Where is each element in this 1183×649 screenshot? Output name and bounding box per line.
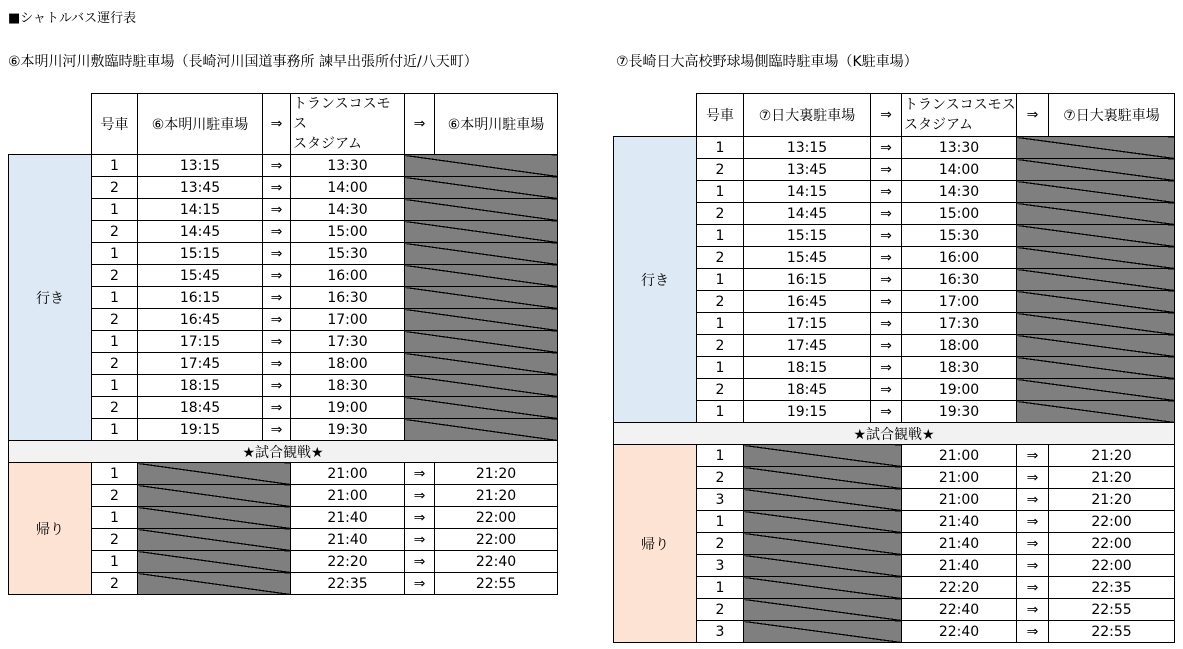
departure-time: 21:00 — [902, 445, 1017, 467]
arrow: ⇒ — [871, 225, 902, 247]
right-table-caption: ⑦長崎日大高校野球場側臨時駐車場（K駐車場） — [616, 54, 918, 70]
header-arrow: ⇒ — [405, 94, 435, 155]
departure-time: 13:15 — [138, 155, 263, 177]
arrow: ⇒ — [405, 551, 435, 573]
header-arrow: ⇒ — [871, 94, 902, 137]
arrival-time: 16:30 — [291, 287, 405, 309]
arrow: ⇒ — [405, 463, 435, 485]
arrow: ⇒ — [405, 485, 435, 507]
departure-time: 19:15 — [744, 401, 871, 423]
bus-number: 2 — [697, 379, 744, 401]
not-applicable-cell — [1017, 357, 1175, 379]
arrival-time: 14:30 — [291, 199, 405, 221]
arrival-time: 21:20 — [435, 485, 558, 507]
arrival-time: 16:30 — [902, 269, 1017, 291]
arrow: ⇒ — [1017, 533, 1049, 555]
table-row — [9, 353, 558, 375]
departure-time: 22:35 — [291, 573, 405, 595]
table-row — [614, 181, 1175, 203]
arrival-time: 22:55 — [1049, 599, 1175, 621]
table-row — [614, 335, 1175, 357]
not-applicable-cell — [1017, 159, 1175, 181]
arrival-time: 22:55 — [1049, 621, 1175, 643]
match-row — [614, 423, 1175, 445]
table-row — [9, 419, 558, 441]
table-row — [9, 309, 558, 331]
bus-number: 1 — [92, 375, 138, 397]
not-applicable-cell — [1017, 379, 1175, 401]
direction-back-label: 帰り — [9, 463, 92, 595]
departure-time: 15:15 — [138, 243, 263, 265]
bus-number: 1 — [697, 269, 744, 291]
departure-time: 21:00 — [291, 485, 405, 507]
departure-time: 16:15 — [138, 287, 263, 309]
departure-time: 17:15 — [138, 331, 263, 353]
header-stadium — [902, 94, 1017, 137]
header-bus: 号車 — [697, 94, 744, 137]
not-applicable-cell — [405, 265, 558, 287]
departure-time: 15:45 — [138, 265, 263, 287]
bus-number: 2 — [697, 335, 744, 357]
not-applicable-cell — [1017, 313, 1175, 335]
arrival-time: 18:00 — [291, 353, 405, 375]
table-row — [614, 445, 1175, 467]
departure-time: 14:45 — [744, 203, 871, 225]
arrival-time: 15:30 — [291, 243, 405, 265]
arrow: ⇒ — [871, 269, 902, 291]
not-applicable-cell — [138, 485, 291, 507]
bus-number: 1 — [697, 577, 744, 599]
arrival-time: 17:00 — [291, 309, 405, 331]
departure-time: 15:45 — [744, 247, 871, 269]
arrow: ⇒ — [263, 397, 291, 419]
bus-number: 1 — [697, 137, 744, 159]
not-applicable-cell — [744, 555, 902, 577]
arrow: ⇒ — [263, 331, 291, 353]
departure-time: 21:40 — [291, 529, 405, 551]
bus-number: 1 — [92, 199, 138, 221]
table-row — [9, 221, 558, 243]
table-row — [614, 291, 1175, 313]
not-applicable-cell — [1017, 335, 1175, 357]
arrow: ⇒ — [871, 137, 902, 159]
arrow: ⇒ — [263, 265, 291, 287]
arrow: ⇒ — [871, 203, 902, 225]
departure-time: 21:00 — [291, 463, 405, 485]
arrival-time: 19:00 — [291, 397, 405, 419]
table-row — [614, 203, 1175, 225]
arrow: ⇒ — [263, 243, 291, 265]
arrival-time: 17:00 — [902, 291, 1017, 313]
bus-number: 2 — [697, 203, 744, 225]
bus-number: 1 — [697, 357, 744, 379]
not-applicable-cell — [405, 177, 558, 199]
table-row — [9, 199, 558, 221]
not-applicable-cell — [138, 463, 291, 485]
not-applicable-cell — [138, 551, 291, 573]
arrival-time: 13:30 — [291, 155, 405, 177]
arrival-time: 22:40 — [435, 551, 558, 573]
departure-time: 13:15 — [744, 137, 871, 159]
departure-time: 22:40 — [902, 599, 1017, 621]
not-applicable-cell — [744, 511, 902, 533]
arrow: ⇒ — [871, 291, 902, 313]
departure-time: 13:45 — [744, 159, 871, 181]
departure-time: 14:15 — [138, 199, 263, 221]
arrow: ⇒ — [871, 159, 902, 181]
arrival-time: 21:20 — [1049, 489, 1175, 511]
not-applicable-cell — [405, 287, 558, 309]
direction-go-label: 行き — [9, 155, 92, 441]
table-row — [9, 573, 558, 595]
not-applicable-cell — [405, 309, 558, 331]
not-applicable-cell — [1017, 225, 1175, 247]
arrow: ⇒ — [263, 287, 291, 309]
right-schedule-table — [613, 93, 1175, 643]
bus-number: 1 — [697, 511, 744, 533]
header-stadium-line1: トランスコスモス — [293, 96, 391, 132]
bus-number: 2 — [92, 221, 138, 243]
header-row — [9, 94, 558, 155]
arrow: ⇒ — [1017, 467, 1049, 489]
arrow: ⇒ — [405, 573, 435, 595]
right-schedule-body — [614, 94, 1175, 643]
bus-number: 2 — [697, 467, 744, 489]
arrow: ⇒ — [1017, 511, 1049, 533]
departure-time: 14:15 — [744, 181, 871, 203]
table-row — [614, 313, 1175, 335]
bus-number: 1 — [697, 401, 744, 423]
bus-number: 2 — [92, 573, 138, 595]
departure-time: 17:45 — [138, 353, 263, 375]
header-blank — [614, 94, 697, 137]
header-origin: ⑦日大裏駐車場 — [744, 94, 871, 137]
departure-time: 21:00 — [902, 467, 1017, 489]
arrival-time: 17:30 — [902, 313, 1017, 335]
arrow: ⇒ — [1017, 555, 1049, 577]
left-schedule-body — [9, 94, 558, 595]
header-bus: 号車 — [92, 94, 138, 155]
bus-number: 1 — [92, 155, 138, 177]
bus-number: 3 — [697, 489, 744, 511]
bus-number: 2 — [92, 529, 138, 551]
arrow: ⇒ — [871, 247, 902, 269]
arrival-time: 13:30 — [902, 137, 1017, 159]
not-applicable-cell — [405, 199, 558, 221]
arrival-time: 14:00 — [902, 159, 1017, 181]
table-row — [9, 463, 558, 485]
table-row — [9, 155, 558, 177]
not-applicable-cell — [1017, 291, 1175, 313]
table-row — [9, 287, 558, 309]
departure-time: 19:15 — [138, 419, 263, 441]
arrival-time: 22:00 — [1049, 555, 1175, 577]
bus-number: 2 — [697, 533, 744, 555]
departure-time: 17:45 — [744, 335, 871, 357]
header-dest: ⑥本明川駐車場 — [435, 94, 558, 155]
arrow: ⇒ — [1017, 577, 1049, 599]
arrow: ⇒ — [263, 221, 291, 243]
table-row — [614, 467, 1175, 489]
departure-time: 16:45 — [744, 291, 871, 313]
direction-back-label: 帰り — [614, 445, 697, 643]
departure-time: 22:20 — [902, 577, 1017, 599]
table-row — [9, 507, 558, 529]
match-label: ★試合観戦★ — [614, 423, 1175, 445]
arrival-time: 15:00 — [291, 221, 405, 243]
not-applicable-cell — [405, 155, 558, 177]
bus-number: 2 — [92, 353, 138, 375]
arrival-time: 19:00 — [902, 379, 1017, 401]
table-row — [9, 177, 558, 199]
departure-time: 16:15 — [744, 269, 871, 291]
departure-time: 21:40 — [902, 511, 1017, 533]
arrow: ⇒ — [871, 335, 902, 357]
not-applicable-cell — [744, 467, 902, 489]
arrival-time: 22:55 — [435, 573, 558, 595]
arrival-time: 22:35 — [1049, 577, 1175, 599]
arrival-time: 14:00 — [291, 177, 405, 199]
arrival-time: 14:30 — [902, 181, 1017, 203]
departure-time: 15:15 — [744, 225, 871, 247]
match-label: ★試合観戦★ — [9, 441, 558, 463]
arrival-time: 17:30 — [291, 331, 405, 353]
table-row — [614, 489, 1175, 511]
arrow: ⇒ — [263, 419, 291, 441]
not-applicable-cell — [744, 445, 902, 467]
left-table-caption: ⑥本明川河川敷臨時駐車場（長崎河川国道事務所 諫早出張所付近/八天町） — [8, 54, 478, 70]
table-row — [614, 159, 1175, 181]
table-row — [614, 247, 1175, 269]
arrow: ⇒ — [1017, 599, 1049, 621]
arrow: ⇒ — [1017, 445, 1049, 467]
left-schedule-table — [8, 93, 558, 595]
bus-number: 1 — [697, 445, 744, 467]
table-row — [614, 401, 1175, 423]
not-applicable-cell — [744, 577, 902, 599]
header-stadium-line2: スタジアム — [904, 117, 974, 133]
not-applicable-cell — [1017, 137, 1175, 159]
departure-time: 22:20 — [291, 551, 405, 573]
departure-time: 21:00 — [902, 489, 1017, 511]
table-row — [9, 265, 558, 287]
arrow: ⇒ — [263, 309, 291, 331]
bus-number: 2 — [92, 397, 138, 419]
bus-number: 1 — [92, 419, 138, 441]
table-row — [9, 529, 558, 551]
table-row — [9, 551, 558, 573]
bus-number: 1 — [697, 181, 744, 203]
bus-number: 1 — [92, 551, 138, 573]
arrow: ⇒ — [871, 379, 902, 401]
not-applicable-cell — [405, 397, 558, 419]
departure-time: 14:45 — [138, 221, 263, 243]
arrival-time: 22:00 — [435, 529, 558, 551]
match-row — [9, 441, 558, 463]
bus-number: 2 — [697, 247, 744, 269]
header-stadium-line2: スタジアム — [293, 136, 363, 152]
not-applicable-cell — [405, 419, 558, 441]
table-row — [9, 243, 558, 265]
header-dest: ⑦日大裏駐車場 — [1049, 94, 1175, 137]
header-stadium — [291, 94, 405, 155]
bus-number: 1 — [92, 331, 138, 353]
table-row — [614, 577, 1175, 599]
arrival-time: 21:20 — [435, 463, 558, 485]
not-applicable-cell — [138, 573, 291, 595]
direction-go-label: 行き — [614, 137, 697, 423]
arrival-time: 16:00 — [291, 265, 405, 287]
departure-time: 17:15 — [744, 313, 871, 335]
arrival-time: 18:00 — [902, 335, 1017, 357]
table-row — [614, 137, 1175, 159]
bus-number: 3 — [697, 621, 744, 643]
not-applicable-cell — [405, 353, 558, 375]
table-row — [614, 225, 1175, 247]
departure-time: 18:45 — [138, 397, 263, 419]
arrival-time: 18:30 — [291, 375, 405, 397]
table-row — [614, 357, 1175, 379]
arrow: ⇒ — [871, 401, 902, 423]
page-title: ■シャトルバス運行表 — [8, 11, 137, 26]
bus-number: 1 — [92, 507, 138, 529]
not-applicable-cell — [744, 621, 902, 643]
bus-number: 2 — [697, 291, 744, 313]
table-row — [614, 533, 1175, 555]
arrival-time: 21:20 — [1049, 467, 1175, 489]
bus-number: 2 — [92, 177, 138, 199]
arrow: ⇒ — [263, 199, 291, 221]
table-row — [9, 331, 558, 353]
header-blank — [9, 94, 92, 155]
not-applicable-cell — [1017, 203, 1175, 225]
arrow: ⇒ — [405, 529, 435, 551]
departure-time: 18:15 — [744, 357, 871, 379]
arrival-time: 19:30 — [291, 419, 405, 441]
arrow: ⇒ — [263, 375, 291, 397]
arrival-time: 16:00 — [902, 247, 1017, 269]
table-row — [9, 375, 558, 397]
table-row — [614, 379, 1175, 401]
arrow: ⇒ — [263, 155, 291, 177]
bus-number: 2 — [697, 159, 744, 181]
arrow: ⇒ — [871, 357, 902, 379]
not-applicable-cell — [744, 599, 902, 621]
table-row — [614, 511, 1175, 533]
not-applicable-cell — [405, 243, 558, 265]
table-row — [614, 269, 1175, 291]
not-applicable-cell — [1017, 247, 1175, 269]
not-applicable-cell — [744, 489, 902, 511]
bus-number: 1 — [92, 287, 138, 309]
table-row — [614, 599, 1175, 621]
arrival-time: 15:00 — [902, 203, 1017, 225]
not-applicable-cell — [1017, 401, 1175, 423]
bus-number: 2 — [697, 599, 744, 621]
not-applicable-cell — [1017, 269, 1175, 291]
departure-time: 18:15 — [138, 375, 263, 397]
departure-time: 16:45 — [138, 309, 263, 331]
header-stadium-line1: トランスコスモス — [904, 97, 1016, 113]
arrow: ⇒ — [1017, 489, 1049, 511]
bus-number: 3 — [697, 555, 744, 577]
bus-number: 1 — [697, 225, 744, 247]
departure-time: 21:40 — [902, 533, 1017, 555]
arrival-time: 19:30 — [902, 401, 1017, 423]
header-arrow: ⇒ — [1017, 94, 1049, 137]
arrow: ⇒ — [871, 181, 902, 203]
header-arrow: ⇒ — [263, 94, 291, 155]
arrival-time: 22:00 — [1049, 533, 1175, 555]
table-row — [9, 485, 558, 507]
bus-number: 2 — [92, 485, 138, 507]
arrow: ⇒ — [263, 353, 291, 375]
bus-number: 1 — [92, 463, 138, 485]
arrival-time: 18:30 — [902, 357, 1017, 379]
arrival-time: 21:20 — [1049, 445, 1175, 467]
bus-number: 1 — [697, 313, 744, 335]
not-applicable-cell — [138, 529, 291, 551]
arrival-time: 22:00 — [435, 507, 558, 529]
not-applicable-cell — [405, 375, 558, 397]
arrival-time: 22:00 — [1049, 511, 1175, 533]
departure-time: 21:40 — [902, 555, 1017, 577]
not-applicable-cell — [405, 331, 558, 353]
arrow: ⇒ — [405, 507, 435, 529]
arrow: ⇒ — [1017, 621, 1049, 643]
arrow: ⇒ — [263, 177, 291, 199]
not-applicable-cell — [744, 533, 902, 555]
not-applicable-cell — [405, 221, 558, 243]
arrival-time: 15:30 — [902, 225, 1017, 247]
departure-time: 22:40 — [902, 621, 1017, 643]
departure-time: 18:45 — [744, 379, 871, 401]
bus-number: 2 — [92, 265, 138, 287]
departure-time: 21:40 — [291, 507, 405, 529]
table-row — [614, 621, 1175, 643]
table-row — [9, 397, 558, 419]
not-applicable-cell — [1017, 181, 1175, 203]
table-row — [614, 555, 1175, 577]
not-applicable-cell — [138, 507, 291, 529]
bus-number: 2 — [92, 309, 138, 331]
bus-number: 1 — [92, 243, 138, 265]
header-origin: ⑥本明川駐車場 — [138, 94, 263, 155]
departure-time: 13:45 — [138, 177, 263, 199]
arrow: ⇒ — [871, 313, 902, 335]
header-row — [614, 94, 1175, 137]
